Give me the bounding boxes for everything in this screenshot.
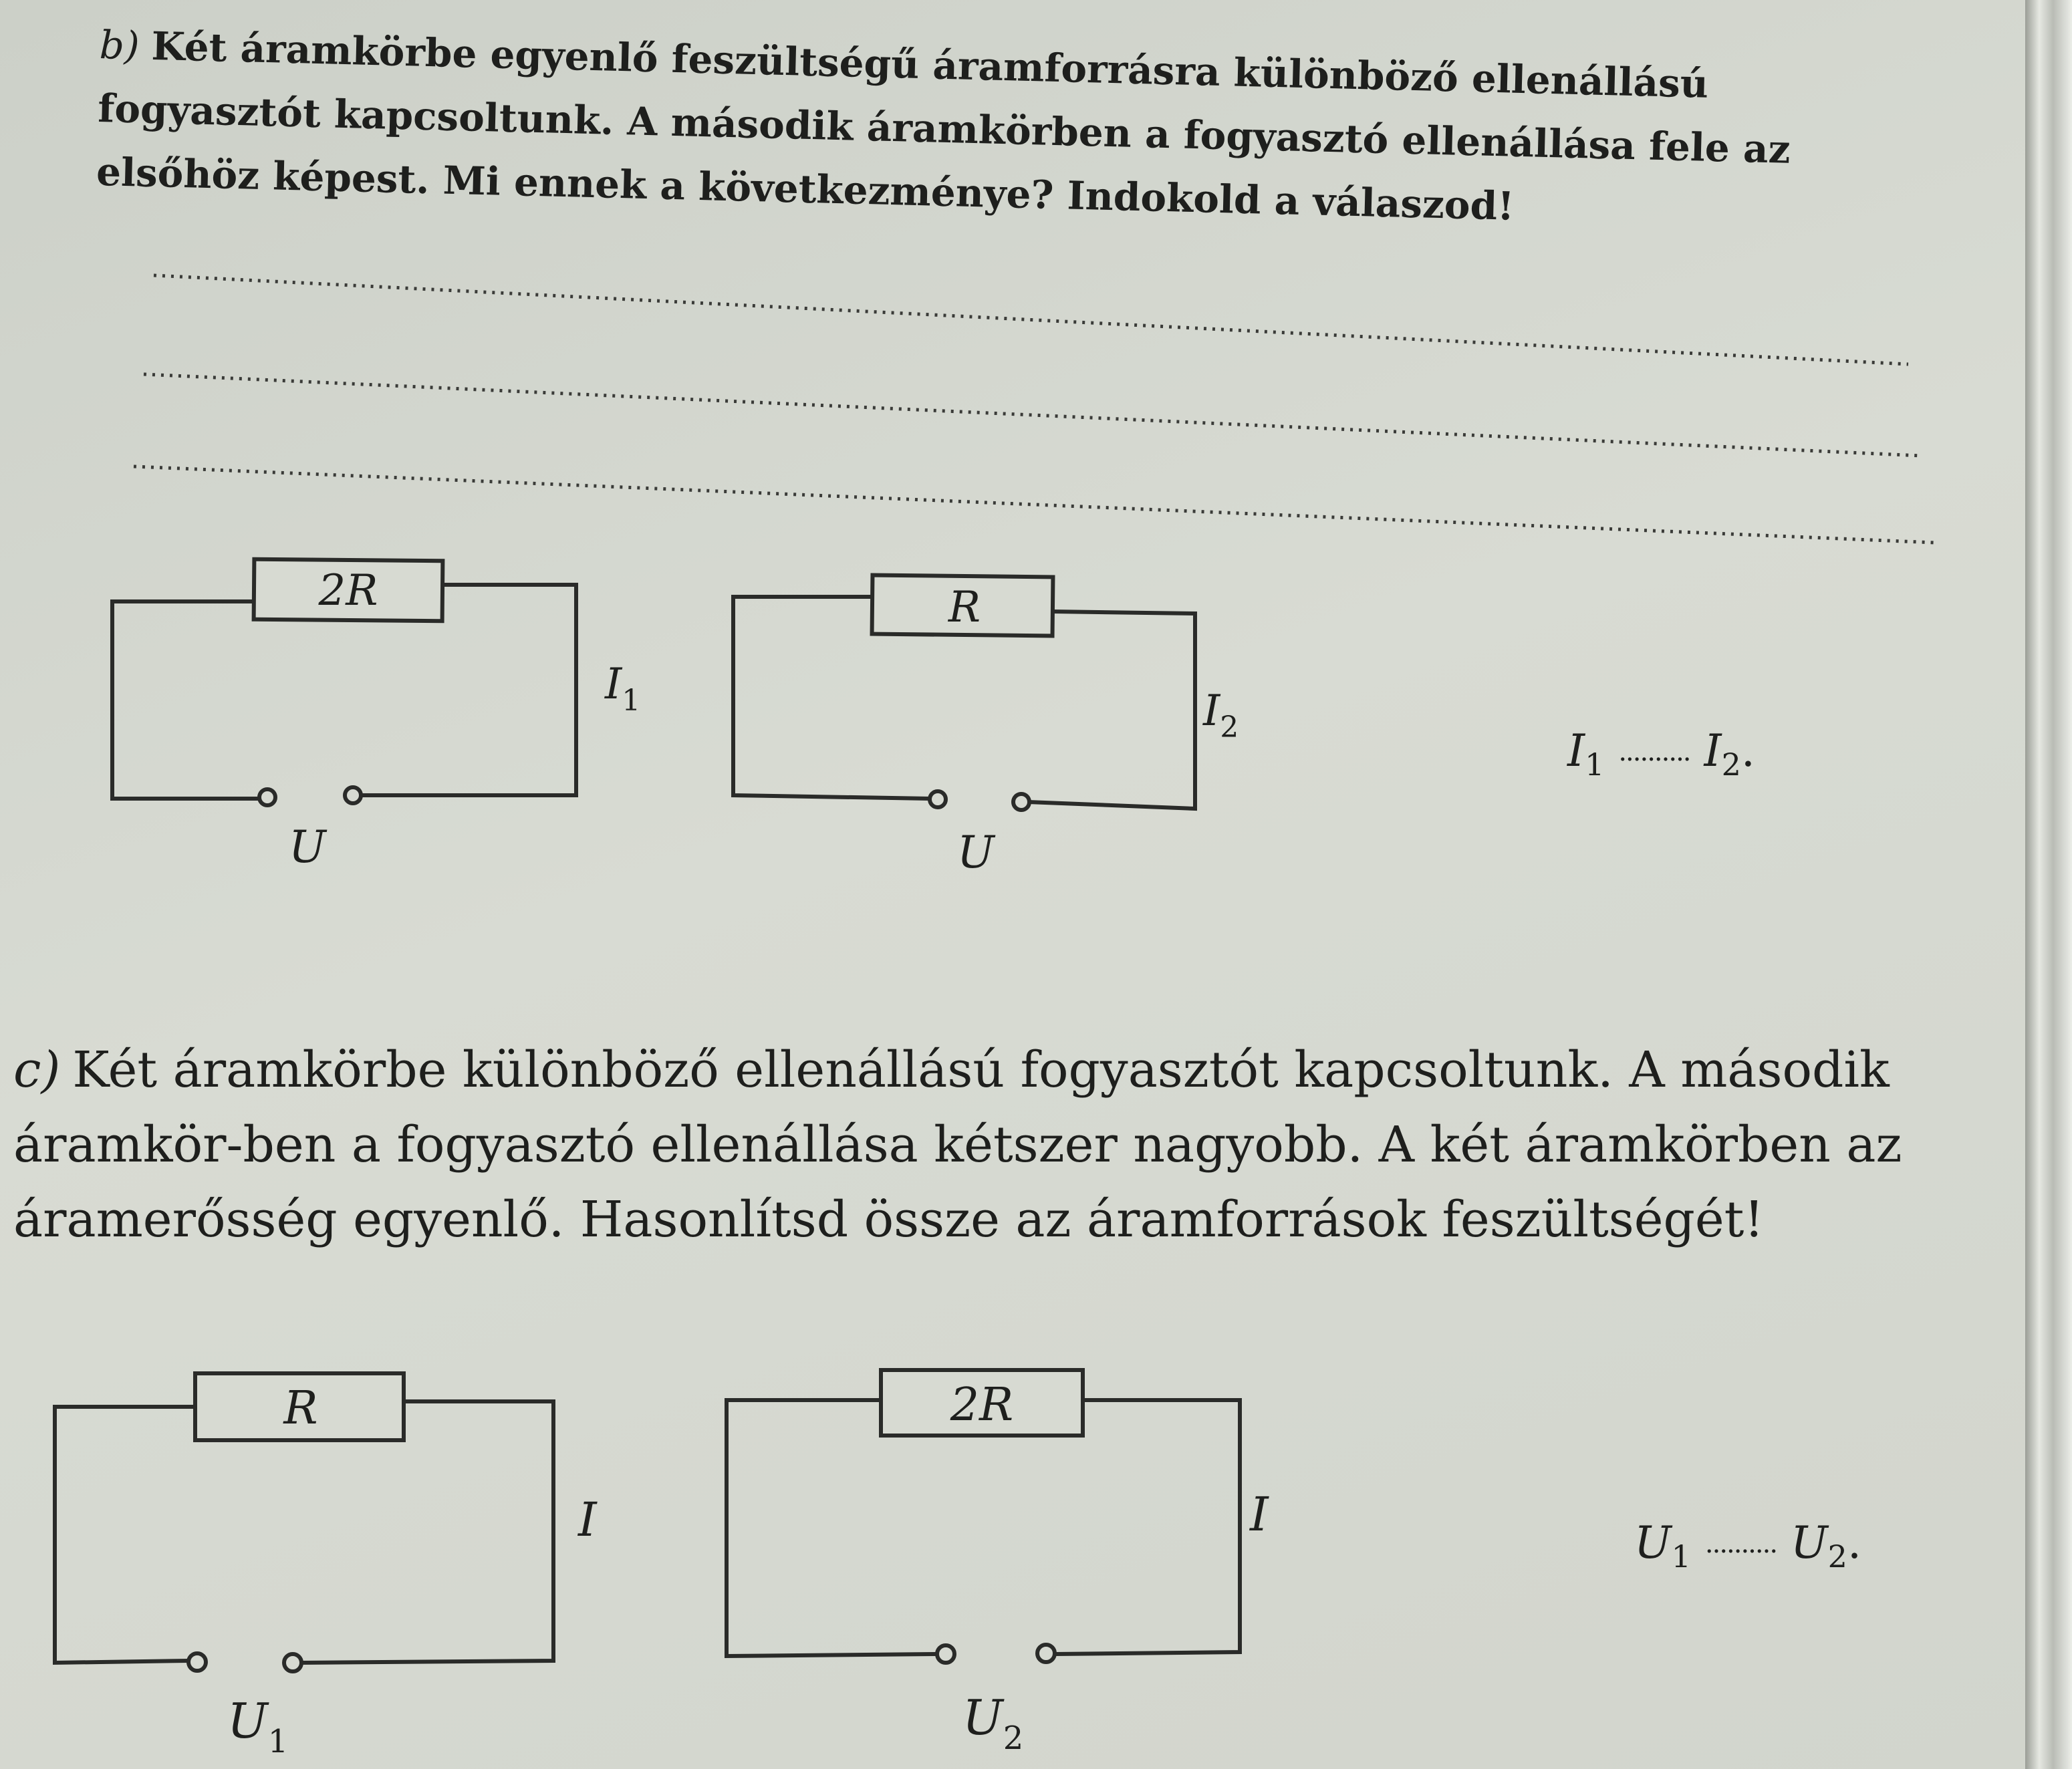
terminal-c-right-1 (937, 1645, 954, 1663)
comparison-b-right: $I_2$. (1704, 725, 1755, 783)
source-b-left-label: U (289, 821, 326, 873)
comparison-c-blank[interactable]: .......... (1704, 1528, 1777, 1559)
question-c (13, 1033, 2025, 1257)
comparison-b-left: $I_1$ (1567, 725, 1605, 783)
terminal-c-left-2 (284, 1654, 301, 1671)
question-b-marker: b) (99, 21, 140, 69)
terminal-b-left-1 (259, 789, 275, 805)
question-b-text: Két áramkörbe egyenlő feszültségű áramforrásra különböző ellenállású fogyasztót kapcsoltunk. A második áramkörben a fogyasztó ellenállása fele az elsőhöz képest. Mi ennek a következménye? Indokold a válaszod! (96, 23, 1791, 229)
resistor-c-right-label: 2R (950, 1379, 1014, 1432)
comparison-b-blank[interactable]: .......... (1618, 736, 1690, 767)
current-b-right-label: $I_2$ (1203, 686, 1239, 744)
current-b-left-label: $I_1$ (605, 660, 641, 718)
circuit-b-right (733, 575, 1239, 878)
circuit-b-left (112, 559, 640, 873)
resistor-b-right-label: R (948, 583, 981, 632)
question-c-text: Két áramkörbe különböző ellenállású fogyasztót kapcsoltunk. A második áramkör-ben a fogyasztó ellenállása kétszer nagyobb. A két áramkörben az áramerősség egyenlő. Hasonlítsd össze az áramforrások feszültségét! (13, 1041, 1902, 1248)
circuit-c-left (55, 1373, 598, 1760)
current-c-left-label: I (578, 1492, 597, 1547)
source-c-right-label: $U_2$ (962, 1689, 1024, 1757)
question-c-marker: c) (13, 1041, 61, 1099)
source-c-left-label: $U_1$ (227, 1693, 289, 1760)
resistor-c-left-label: R (283, 1382, 318, 1435)
terminal-b-right-1 (930, 791, 946, 807)
resistor-b-left-label: 2R (318, 566, 378, 616)
comparison-b (1567, 725, 1755, 783)
comparison-c-left: $U_1$ (1634, 1517, 1691, 1575)
terminal-c-left-1 (188, 1653, 206, 1671)
comparison-c (1634, 1517, 1861, 1575)
circuit-c-right (727, 1370, 1269, 1757)
terminal-b-right-2 (1013, 794, 1029, 810)
comparison-c-right: $U_2$. (1791, 1517, 1861, 1575)
source-b-right-label: U (957, 827, 995, 878)
terminal-b-left-2 (345, 787, 361, 803)
current-c-right-label: I (1250, 1487, 1269, 1542)
terminal-c-right-2 (1037, 1645, 1055, 1662)
